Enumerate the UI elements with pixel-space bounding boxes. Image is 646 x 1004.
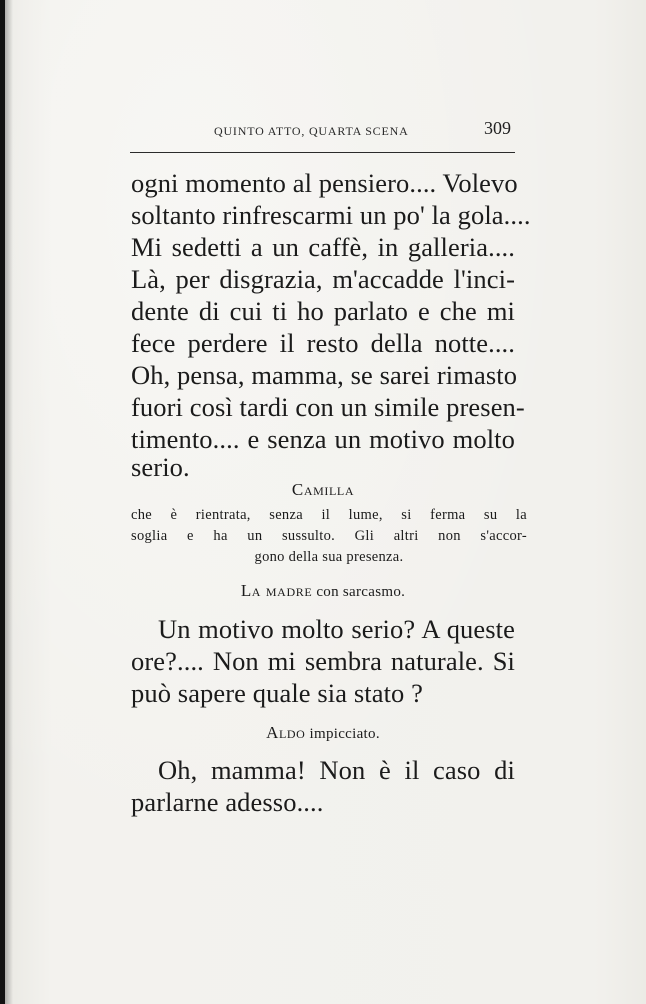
- text-line: ogni momento al pensiero.... Volevo: [131, 168, 518, 198]
- text-line: serio.: [131, 452, 190, 482]
- speaker-heading: [0, 723, 646, 743]
- stage-direction-line: che è rientrata, senza il lume, si ferma su la: [131, 507, 527, 523]
- speaker-name: Camilla: [291, 480, 355, 499]
- text-line: Mi sedetti a un caffè, in galleria....: [131, 232, 515, 262]
- text-line: parlarne adesso....: [131, 787, 324, 817]
- text-line: fece perdere il resto della notte....: [131, 328, 515, 358]
- speaker-name: Aldo: [266, 723, 306, 742]
- text-line: Là, per disgrazia, m'accadde l'inci-: [131, 264, 515, 294]
- stage-direction-line: soglia e ha un sussulto. Gli altri non s'accor-: [131, 528, 527, 544]
- text-line: soltanto rinfrescarmi un po' la gola....: [131, 200, 531, 230]
- text-line: Un motivo molto serio? A queste: [158, 614, 515, 644]
- header-rule: [130, 152, 515, 153]
- speaker-direction: con sarcasmo.: [316, 584, 406, 600]
- binding-shadow: [5, 0, 13, 1004]
- text-line: Oh, mamma! Non è il caso di: [158, 755, 515, 785]
- text-line: Oh, pensa, mamma, se sarei rimasto: [131, 360, 518, 390]
- text-line: fuori così tardi con un simile presen-: [131, 392, 525, 422]
- text-line: timento.... e senza un motivo molto: [131, 424, 515, 454]
- text-line: dente di cui ti ho parlato e che mi: [131, 296, 515, 326]
- text-line: può sapere quale sia stato ?: [131, 678, 423, 708]
- text-line: ore?.... Non mi sembra naturale. Si: [131, 646, 515, 676]
- speaker-heading: [0, 480, 646, 500]
- page-number: 309: [484, 118, 511, 138]
- running-head: QUINTO ATTO, QUARTA SCENA: [214, 124, 409, 138]
- speaker-direction: impicciato.: [309, 726, 380, 742]
- speaker-name: La madre: [240, 581, 313, 600]
- speaker-heading: [0, 581, 646, 601]
- stage-direction-line: gono della sua presenza.: [254, 549, 404, 565]
